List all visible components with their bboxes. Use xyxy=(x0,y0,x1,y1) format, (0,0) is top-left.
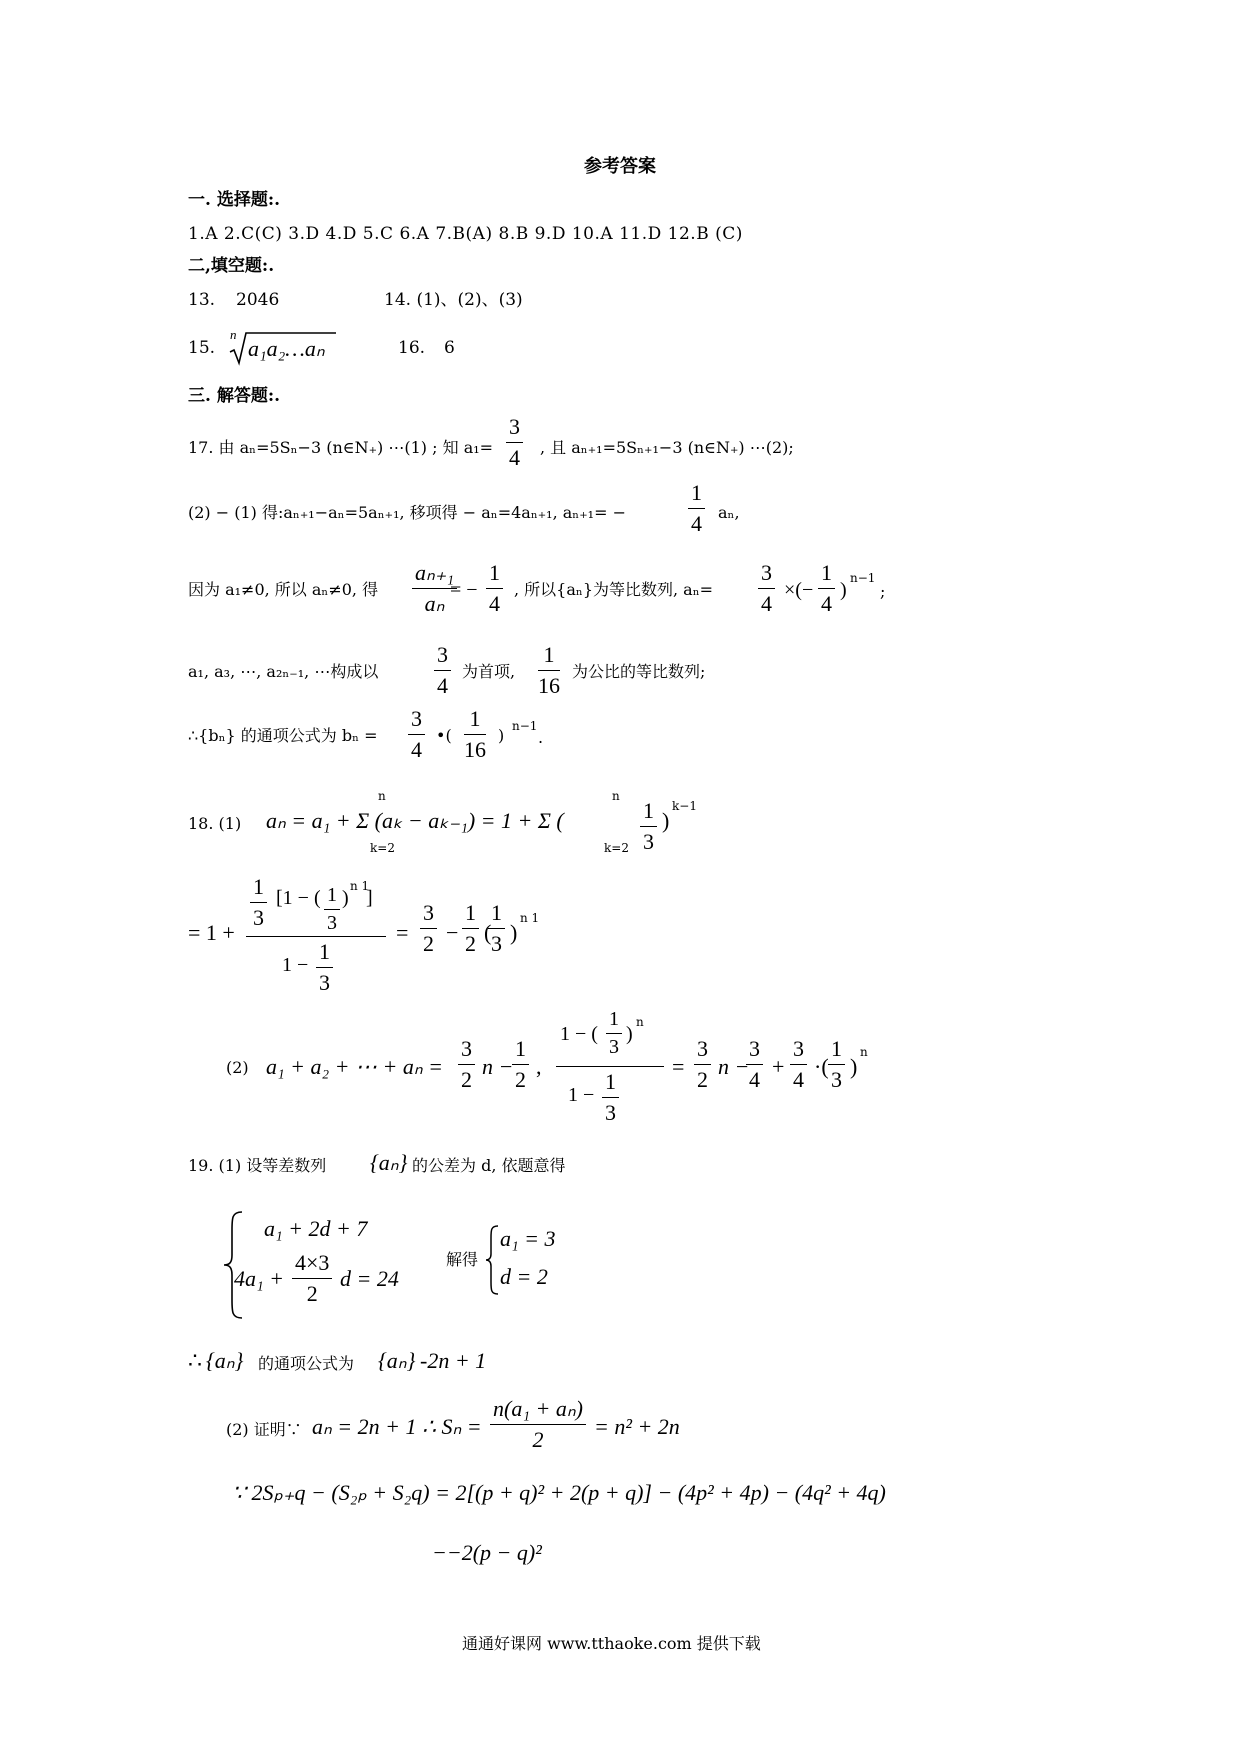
q17-line5-exp: n−1 xyxy=(512,719,538,733)
q17-line3-frac3: 3 4 xyxy=(758,560,775,617)
system2-row2: d = 2 xyxy=(500,1264,548,1289)
system1-row2-a: 4a₁ + xyxy=(234,1266,284,1291)
q18-part2-big-fraction: 1 − ( 1 3 ) n 1 − 1 3 xyxy=(556,1004,660,1127)
page-title: 参考答案 xyxy=(584,156,656,177)
q17-line3-frac2: 1 4 xyxy=(486,560,503,617)
q18-p1-frac: 1 3 xyxy=(640,798,657,855)
q17-line4-frac: 3 4 xyxy=(434,642,451,699)
q18-sum2-bottom: k=2 xyxy=(604,841,629,855)
q17-line3-times: ×(− xyxy=(784,579,814,601)
q19-proof-frac: n(a₁ + aₙ) 2 xyxy=(490,1396,586,1453)
q17-line5-text: ∴{bₙ} 的通项公式为 bₙ = xyxy=(188,726,378,745)
q15-root-index: n xyxy=(230,327,237,342)
q16-answer: 6 xyxy=(444,338,455,358)
q17-line1-fraction: 3 4 xyxy=(506,414,523,471)
q18-part2-r2: 3 4 xyxy=(746,1036,763,1093)
section-heading-solutions: 三. 解答题:. xyxy=(188,386,281,406)
q18-part2-dot: ·( xyxy=(814,1054,829,1079)
q17-line5-end: . xyxy=(538,728,544,747)
choice-answers: 1.A 2.C(C) 3.D 4.D 5.C 6.A 7.B(A) 8.B 9.D 10.A 11.D 12.B (C) xyxy=(188,224,743,244)
q19-proof-a: aₙ = 2n + 1 ∴ Sₙ = xyxy=(312,1414,482,1439)
q17-line5-frac2: 1 16 xyxy=(464,706,486,762)
q19-proof-b: = n² + 2n xyxy=(594,1414,680,1439)
q18-sum2-top: n xyxy=(612,789,620,803)
left-brace-system1 xyxy=(222,1210,246,1320)
q18-part2-r3: 3 4 xyxy=(790,1036,807,1093)
q18-line2-minus: − xyxy=(446,920,459,945)
q17-line4-text: a₁, a₃, ⋯, a₂ₙ₋₁, ⋯构成以 xyxy=(188,662,379,681)
footer-text: 通通好课网 www.tthaoke.com 提供下载 xyxy=(462,1634,761,1653)
q17-line5-close: ) xyxy=(498,726,505,745)
q18-part2-rn: n − xyxy=(718,1054,750,1079)
q17-line2-frac: 1 4 xyxy=(688,480,705,537)
q18-line2-lead: = 1 + xyxy=(188,920,235,945)
q17-line3-mid: , 所以{aₙ}为等比数列, aₙ= xyxy=(514,580,714,599)
q17-line2-text: (2) − (1) 得:aₙ₊₁−aₙ=5aₙ₊₁, 移项得 − aₙ=4aₙ₊₁, aₙ₊₁= − xyxy=(188,503,626,522)
q13-answer: 2046 xyxy=(236,290,280,310)
q18-part2-expr: a₁ + a₂ + ⋯ + aₙ = xyxy=(266,1054,443,1079)
q18-line2-open: ( xyxy=(484,920,492,945)
q17-line5-mid: •( xyxy=(436,726,452,745)
q18-line2-f2: 1 2 xyxy=(462,900,479,957)
q18-part1-exp: k−1 xyxy=(672,799,697,813)
q18-part1-close: ) xyxy=(662,808,670,833)
system2-row1: a₁ = 3 xyxy=(500,1226,556,1251)
q18-part2-eq: = xyxy=(672,1054,685,1079)
q18-part2-rexp: n xyxy=(860,1045,868,1059)
q18-part2-label: (2) xyxy=(226,1058,249,1077)
q18-part2-comma: , xyxy=(536,1054,542,1079)
section-heading-choice: 一. 选择题:. xyxy=(188,190,281,210)
system1-row2-b: d = 24 xyxy=(340,1266,399,1291)
q18-line2-eq: = xyxy=(396,920,409,945)
q18-part1-label: 18. (1) xyxy=(188,814,242,833)
q19-line2-tail: -2n + 1 xyxy=(420,1348,487,1373)
q17-line3-ratio: aₙ₊₁ aₙ xyxy=(412,560,457,617)
q19-since-expr: ∵ 2Sₚ₊q − (S₂ₚ + S₂q) = 2[(p + q)² + 2(p + q)] − (4p² + 4p) − (4q² + 4q) xyxy=(232,1480,886,1505)
q19-line1-tail: 的公差为 d, 依题意得 xyxy=(412,1156,566,1175)
q19-seq: {aₙ} xyxy=(370,1150,408,1175)
q17-line2-tail: aₙ, xyxy=(718,503,740,522)
q17-line3-close: ) xyxy=(840,579,847,601)
q19-result: −−2(p − q)² xyxy=(432,1540,542,1565)
q18-line2-f3: 1 3 xyxy=(488,900,505,957)
q15-number: 15. xyxy=(188,338,216,358)
q18-part2-f2: 1 2 xyxy=(512,1036,529,1093)
q18-part2-r4: 1 3 xyxy=(828,1036,845,1093)
q17-line3-text: 因为 a₁≠0, 所以 aₙ≠0, 得 xyxy=(188,580,379,599)
q18-part2-rclose: ) xyxy=(850,1054,858,1079)
q18-part2-f1: 3 2 xyxy=(458,1036,475,1093)
q17-line3-exp: n−1 xyxy=(850,571,876,585)
system1-row1: a₁ + 2d + 7 xyxy=(264,1216,368,1241)
q18-part2-plus: + xyxy=(772,1054,785,1079)
q17-line3-eq: = − xyxy=(450,579,478,601)
q18-sum-bottom: k=2 xyxy=(370,841,395,855)
q18-sum-top: n xyxy=(378,789,386,803)
q18-line2-big-fraction: 1 3 [1 − ( 1 3 ) n 1 ] 1 − 1 3 xyxy=(246,874,370,997)
q19-proof-label: (2) 证明∵ xyxy=(226,1420,302,1439)
q17-line4-tail: 为公比的等比数列; xyxy=(572,662,706,681)
q18-part1-expr: aₙ = a₁ + Σ (aₖ − aₖ₋₁) = 1 + Σ ( xyxy=(266,808,564,833)
q19-seq3: {aₙ} xyxy=(378,1348,416,1373)
q16-number: 16. xyxy=(398,338,426,358)
q19-line1: 19. (1) 设等差数列 xyxy=(188,1156,327,1175)
q17-line4-mid: 为首项, xyxy=(462,662,516,681)
q18-line2-close: ) xyxy=(510,920,518,945)
section-heading-fill: 二,填空题:. xyxy=(188,256,275,276)
solve-label: 解得 xyxy=(446,1250,479,1269)
q19-line2-mid: 的通项公式为 xyxy=(258,1354,355,1373)
q17-line3-end: ; xyxy=(880,582,886,601)
q18-part2-n: n − xyxy=(482,1054,514,1079)
q18-line2-f1: 3 2 xyxy=(420,900,437,957)
q14-answer: 14. (1)、(2)、(3) xyxy=(384,290,523,310)
system1-row2-frac: 4×3 2 xyxy=(292,1250,332,1307)
q17-line1-tail: , 且 aₙ₊₁=5Sₙ₊₁−3 (n∈N₊) ⋯(2); xyxy=(540,438,794,457)
q19-therefore: ∴ xyxy=(188,1348,202,1373)
q18-line2-exp: n 1 xyxy=(520,911,540,925)
q17-line3-frac4: 1 4 xyxy=(818,560,835,617)
q18-part2-r1: 3 2 xyxy=(694,1036,711,1093)
q17-line1-text: 17. 由 aₙ=5Sₙ−3 (n∈N₊) ⋯(1) ; 知 a₁= xyxy=(188,438,494,457)
q19-seq2: {aₙ} xyxy=(206,1348,244,1373)
q15-radicand: a₁a₂…aₙ xyxy=(248,336,325,361)
q13-number: 13. xyxy=(188,290,216,310)
q17-line4-frac2: 1 16 xyxy=(538,642,560,698)
q17-line5-frac: 3 4 xyxy=(408,706,425,763)
